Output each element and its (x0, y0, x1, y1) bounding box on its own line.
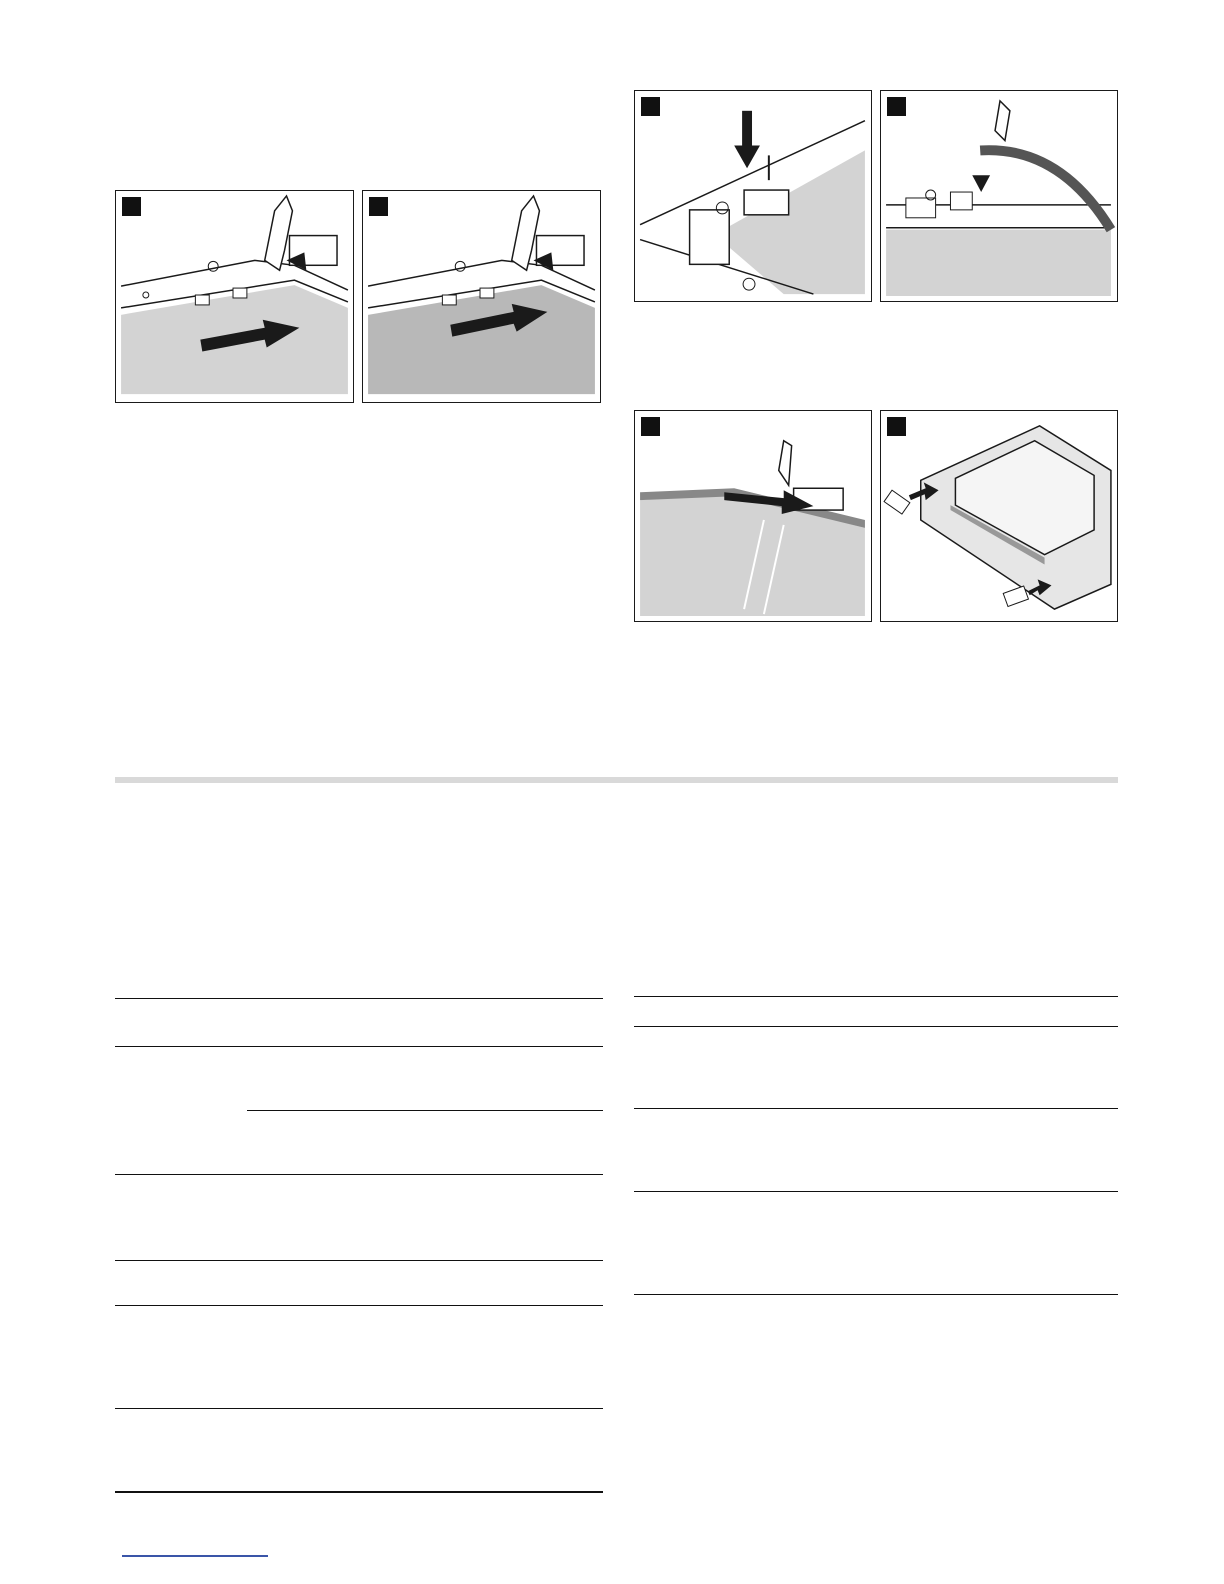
illustration-seal-press (881, 91, 1117, 301)
table-rule (115, 1260, 603, 1261)
table-rule (247, 1110, 603, 1111)
table-rule (634, 1294, 1118, 1295)
figure-panel-c (634, 90, 872, 302)
step-badge-a (122, 197, 141, 216)
figure-panel-b (362, 190, 601, 403)
illustration-screw-insert (635, 91, 871, 301)
step-badge-e (641, 417, 660, 436)
illustration-hinge-slide (116, 191, 353, 402)
illustration-glass-slide (635, 411, 871, 621)
table-rule (634, 1108, 1118, 1109)
table-rule (634, 996, 1118, 997)
table-rule (115, 1408, 603, 1409)
table-rule (115, 998, 603, 999)
step-badge-f (887, 417, 906, 436)
footer-link-underline[interactable] (122, 1555, 268, 1557)
table-rule (115, 1305, 603, 1306)
step-badge-d (887, 97, 906, 116)
table-rule (115, 1046, 603, 1047)
table-rule (115, 1174, 603, 1175)
arrow-down-icon (734, 145, 760, 168)
illustration-pane-clips (881, 411, 1117, 621)
figure-panel-e (634, 410, 872, 622)
illustration-hinge-slide-2 (363, 191, 600, 402)
figure-panel-a (115, 190, 354, 403)
step-badge-b (369, 197, 388, 216)
step-badge-c (641, 97, 660, 116)
table-rule (634, 1191, 1118, 1192)
section-divider (115, 777, 1118, 783)
table-rule (115, 1491, 603, 1493)
arrow-down-icon (972, 175, 990, 192)
table-rule (634, 1026, 1118, 1027)
figure-panel-f (880, 410, 1118, 622)
figure-panel-d (880, 90, 1118, 302)
